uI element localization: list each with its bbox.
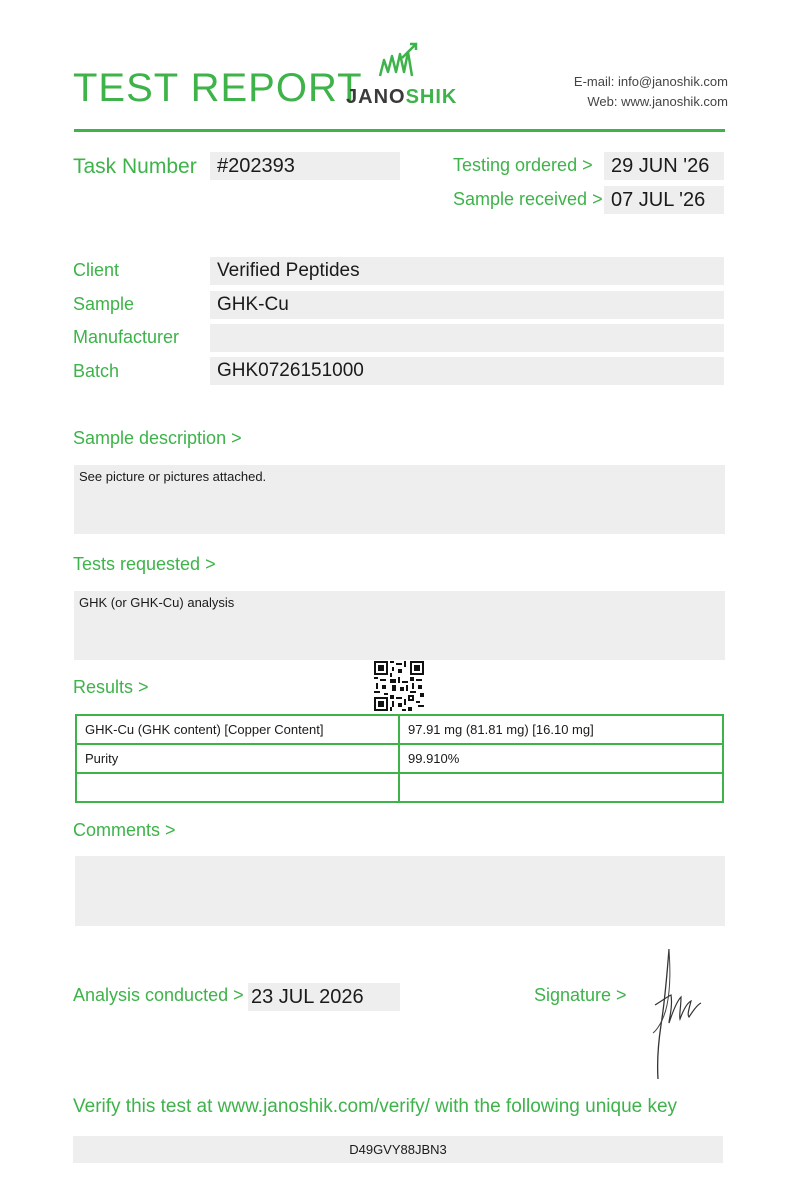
result-value-cell: 97.91 mg (81.81 mg) [16.10 mg]: [399, 715, 723, 744]
report-title: TEST REPORT: [73, 66, 363, 110]
comments-box: [75, 856, 725, 926]
testing-ordered-label: Testing ordered >: [453, 155, 593, 175]
results-label: Results >: [73, 677, 149, 697]
manufacturer-value: [210, 324, 724, 352]
signature-image: [645, 945, 705, 1085]
logo-wordmark-prefix: JANO: [346, 86, 406, 108]
testing-ordered-value: 29 JUN '26: [604, 152, 724, 180]
batch-value: GHK0726151000: [210, 357, 724, 385]
tests-requested-box: GHK (or GHK-Cu) analysis: [74, 591, 725, 660]
analysis-conducted-value: 23 JUL 2026: [248, 983, 400, 1011]
manufacturer-label: Manufacturer: [73, 327, 180, 347]
sample-description-label: Sample description >: [73, 428, 242, 448]
signature-label: Signature >: [534, 985, 627, 1005]
result-value-cell: 99.910%: [399, 744, 723, 773]
batch-label: Batch: [73, 361, 120, 381]
verification-key: D49GVY88JBN3: [73, 1136, 723, 1163]
tests-requested-label: Tests requested >: [73, 554, 216, 574]
logo-wordmark: [346, 86, 457, 109]
task-number-label: Task Number: [73, 155, 197, 178]
table-row: [76, 773, 723, 802]
header-divider: [74, 129, 725, 132]
table-row: [76, 715, 723, 744]
qr-code-icon[interactable]: [374, 661, 424, 711]
comments-label: Comments >: [73, 820, 176, 840]
sample-received-value: 07 JUL '26: [604, 186, 724, 214]
result-name-cell: Purity: [76, 744, 399, 773]
result-value-cell: [399, 773, 723, 802]
result-name-cell: [76, 773, 399, 802]
janoshik-logo: [346, 40, 476, 110]
sample-value: GHK-Cu: [210, 291, 724, 319]
logo-mark-icon: [346, 40, 476, 86]
table-row: [76, 744, 723, 773]
client-label: Client: [73, 260, 120, 280]
verify-instructions: Verify this test at www.janoshik.com/verify/ with the following unique key: [73, 1096, 678, 1117]
sample-received-label: Sample received >: [453, 189, 603, 209]
contact-info: [574, 72, 728, 112]
logo-wordmark-suffix: SHIK: [405, 86, 458, 108]
sample-label: Sample: [73, 294, 135, 314]
contact-email: E-mail: info@janoshik.com: [573, 74, 728, 89]
result-name-cell: GHK-Cu (GHK content) [Copper Content]: [76, 715, 399, 744]
sample-description-box: See picture or pictures attached.: [74, 465, 725, 534]
analysis-conducted-label: Analysis conducted >: [73, 985, 244, 1005]
contact-web: Web: www.janoshik.com: [587, 94, 728, 109]
task-number-value: #202393: [210, 152, 400, 180]
client-value: Verified Peptides: [210, 257, 724, 285]
results-table: [75, 714, 724, 803]
